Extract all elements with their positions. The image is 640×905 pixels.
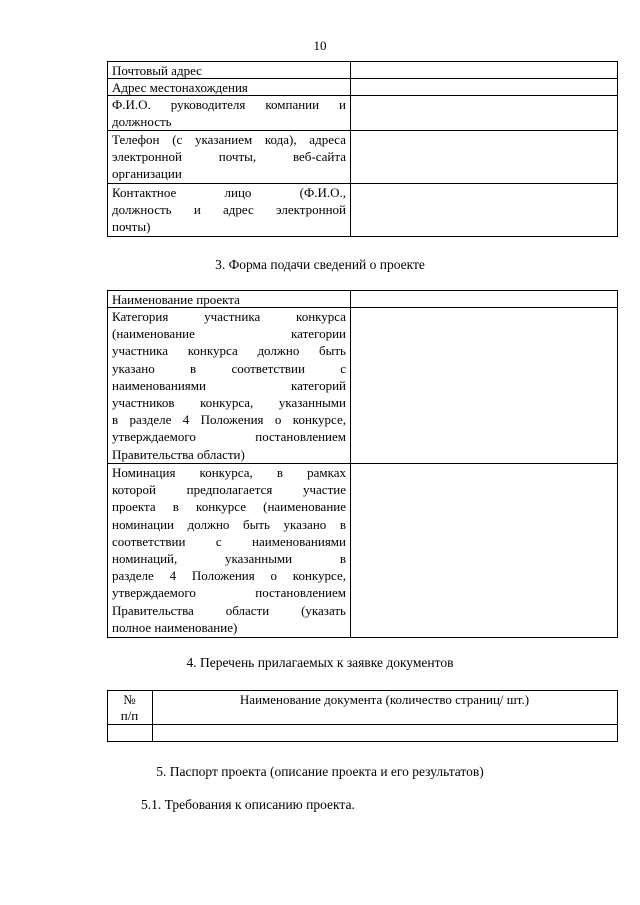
- column-header-number-line: п/п: [120, 708, 139, 723]
- cell-text-line: должность: [112, 114, 172, 130]
- cell-text-line: утверждаемого постановлением: [112, 429, 346, 445]
- table-border: [107, 637, 618, 638]
- table-label-cell: [112, 62, 346, 79]
- table-value-cell: [351, 291, 617, 307]
- cell-text-line: электронной почты, веб-сайта: [112, 149, 346, 165]
- table-border: [107, 741, 618, 742]
- table-border: [617, 290, 618, 637]
- column-header-number-line: №: [123, 692, 136, 707]
- table-label-cell: [112, 308, 346, 463]
- table-label-cell: [112, 291, 346, 308]
- column-header-number: [107, 692, 152, 724]
- table-value-cell: [351, 79, 617, 95]
- section-4-title: 4. Перечень прилагаемых к заявке документов: [186, 655, 454, 670]
- table-value-cell: [351, 308, 617, 463]
- cell-text-line: в разделе 4 Положения о конкурсе,: [112, 412, 346, 428]
- cell-text-line: Адрес местонахождения: [112, 80, 248, 95]
- section-5-1-subtitle: 5.1. Требования к описанию проекта.: [141, 797, 355, 812]
- cell-text-line: Контактное лицо (Ф.И.О.,: [112, 185, 346, 200]
- cell-text-line: почты): [112, 219, 151, 235]
- cell-text-line: Правительства области): [112, 446, 245, 462]
- cell-text-line: Категория участника конкурса: [112, 309, 346, 324]
- column-header-document-name: Наименование документа (количество страниц/ шт.): [239, 692, 530, 707]
- table-label-cell: [112, 79, 346, 96]
- cell-text-line: указано в соответствии с: [112, 360, 346, 376]
- table-border: [350, 290, 351, 637]
- cell-text-line: организации: [112, 166, 182, 182]
- page-number: 10: [313, 38, 327, 53]
- table-label-cell: [112, 184, 346, 236]
- table-value-cell: [351, 96, 617, 130]
- table-value-cell: [351, 131, 617, 183]
- section-5-title: 5. Паспорт проекта (описание проекта и его результатов): [156, 764, 484, 779]
- table-value-cell: [351, 62, 617, 78]
- table-label-cell: [112, 464, 346, 636]
- cell-text-line: утверждаемого постановлением: [112, 585, 346, 601]
- cell-text-line: Ф.И.О. руководителя компании и: [112, 97, 346, 112]
- table-border: [107, 290, 108, 637]
- cell-text-line: должность и адрес электронной: [112, 202, 346, 218]
- cell-text-line: участника конкурса должно быть: [112, 343, 346, 359]
- table-border: [350, 61, 351, 236]
- cell-text-line: которой предполагается участие: [112, 482, 346, 498]
- cell-text-line: проекта в конкурсе (наименование: [112, 499, 346, 515]
- table-value-cell: [351, 184, 617, 236]
- table-border: [107, 724, 618, 725]
- table-border: [107, 61, 108, 236]
- cell-text-line: Номинация конкурса, в рамках: [112, 465, 346, 480]
- cell-text-line: соответствии с наименованиями: [112, 533, 346, 549]
- cell-text-line: номинаций, указанными в: [112, 551, 346, 567]
- cell-text-line: (наименование категории: [112, 326, 346, 342]
- cell-text-line: Телефон (с указанием кода), адреса: [112, 132, 346, 147]
- cell-text-line: наименованиями категорий: [112, 377, 346, 393]
- cell-text-line: разделе 4 Положения о конкурсе,: [112, 568, 346, 584]
- table-border: [617, 61, 618, 236]
- cell-text-line: номинации должно быть указано в: [112, 516, 346, 532]
- cell-text-line: участников конкурса, указанными: [112, 395, 346, 411]
- cell-text-line: Наименование проекта: [112, 292, 240, 307]
- table-border: [617, 690, 618, 741]
- table-label-cell: [112, 131, 346, 183]
- table-border: [107, 690, 618, 691]
- cell-text-line: Почтовый адрес: [112, 63, 202, 78]
- cell-text-line: Правительства области (указать: [112, 602, 346, 618]
- table-label-cell: [112, 96, 346, 130]
- table-value-cell: [351, 464, 617, 637]
- section-3-title: 3. Форма подачи сведений о проекте: [215, 257, 425, 272]
- table-border: [107, 236, 618, 237]
- cell-text-line: полное наименование): [112, 619, 238, 635]
